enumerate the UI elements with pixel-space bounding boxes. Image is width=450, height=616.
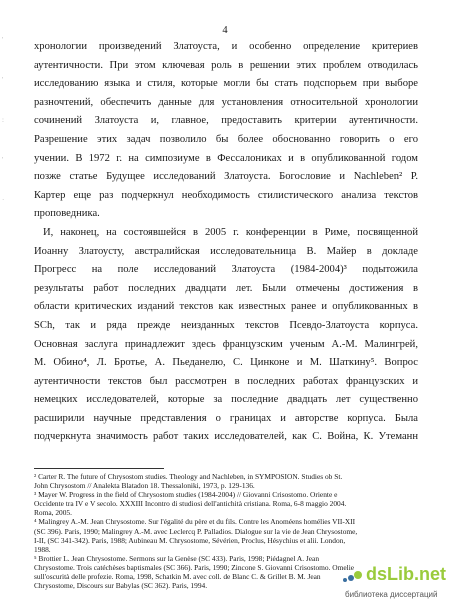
- body-line: SCh, так и ряда прежде неизданных текстов Псевдо-Златоуста корпуса.: [34, 319, 418, 331]
- margin-mark: ': [2, 36, 4, 44]
- body-line: М. Обино⁴, Л. Бротье, А. Пьеданелю, С. Цинконе и М. Шаткину⁵. Вопрос: [34, 357, 418, 369]
- dot-icon: [348, 575, 354, 581]
- margin-mark: ': [2, 156, 4, 164]
- logo-text: dsLib.net: [366, 564, 446, 584]
- body-line: Разрешение этих задач позволило бы более обоснованно говорить о его: [34, 133, 418, 145]
- footnote-line: John Chrysostom // Analekta Blatadon 18. Thessaloniki, 1973, p. 129-136.: [34, 481, 255, 491]
- body-line: исследованию языка и стиля, которые могли бы стать подспорьем при выборе: [34, 78, 418, 90]
- body-line: немецких исследователей, которые за последние двадцать лет существенно: [34, 394, 418, 406]
- margin-mark: ·: [2, 196, 5, 204]
- body-line: хронологии произведений Златоуста, и особенно определение критериев: [34, 41, 418, 52]
- body-line: И, наконец, на состоявшейся в 2005 г. конференции в Риме, посвященной: [43, 226, 418, 238]
- body-line: результаты работ последних двадцати лет. Были отмечены достижения в: [34, 282, 418, 294]
- body-line: аутентичности текстов был рассмотрен в последних работах французских и: [34, 375, 418, 387]
- body-line: Картер еще раз подчеркнул необходимость стилистического анализа текстов: [34, 189, 418, 201]
- footnote-line: 1988.: [34, 544, 51, 554]
- footnote-line: sull'oscurità delle profezie. Roma, 1998, Schatkin M. avec coll. de Blanc C. & Grillet B. M. Jean: [34, 572, 321, 582]
- page-number: 4: [222, 25, 228, 36]
- watermark-text: библиотека диссертаций: [345, 590, 438, 599]
- body-line: подчеркнута значимость работ таких исследователей, как С. Война, К. Утеманн: [34, 431, 418, 443]
- body-line: Основная заслуга принадлежит здесь французским ученым А.-М. Малингрей,: [34, 338, 418, 350]
- footnote-line: Roma, 2005.: [34, 508, 72, 518]
- footnote-line: Chrysostome. Trois catéchèses baptismales (SC 366). Paris, 1990; Zincone S. Giovanni Crisostomo. Omelie: [34, 562, 355, 572]
- body-line: аутентичности. При этом ключевая роль в решении этих проблем отводилась: [34, 59, 418, 71]
- body-line: позже статье Будущее исследований Златоуста. Богословие и Nachleben² Р.: [34, 171, 418, 183]
- margin-mark: ': [2, 76, 4, 84]
- body-line: Прогресс на поле исследований Златоуста (1984-2004)³ подытожила: [34, 264, 418, 276]
- body-text: [34, 38, 418, 447]
- footnote-line: ² Carter R. The future of Chrysostom studies. Theology and Nachleben, in SYMPOSION. Studies ob St.: [34, 472, 343, 481]
- footnote-divider: [34, 468, 164, 469]
- body-line: расширили научные представления о границах и авторстве корпуса. Была: [34, 412, 418, 424]
- footnote-line: (SC 396). Paris, 1990; Malingrey A.-M. avec Leclercq P. Palladios. Dialogue sur la vie de Jean Chrysostome,: [34, 526, 358, 536]
- dot-icon: [343, 578, 347, 582]
- footnote-line: ⁵ Brottier L. Jean Chrysostome. Sermons sur la Genèse (SC 433). Paris, 1998; Piédagnel A. Jean: [34, 553, 320, 563]
- body-line: разночтений, обеспечить данные для установления относительной хронологии: [34, 96, 418, 108]
- margin-mark: :: [2, 116, 4, 124]
- footnote-line: Chrysostome, Discours sur Babylas (SC 362). Paris, 1994.: [34, 581, 208, 591]
- body-line: учении. В 1972 г. на симпозиуме в Фессалониках и в опубликованной годом: [34, 152, 418, 164]
- footnote-line: Occidente tra IV e V secolo. XXXIII Incontro di studiosi dell'antichità cristiana. Roma, 6-8 maggio 2004.: [34, 499, 347, 509]
- footnote-line: ³ Mayer W. Progress in the field of Chrysostom studies (1984-2004) // Giovanni Crisostomo. Oriente e: [34, 490, 338, 500]
- footnote-line: ⁴ Malingrey A.-M. Jean Chrysostome. Sur l'égalité du père et du fils. Contre les Anoméens homélies VII-XII: [34, 517, 356, 527]
- body-line: проповедника.: [34, 208, 100, 220]
- footnote-line: I-II, (SC 341-342). Paris, 1988; Aubineau M. Chrysostome, Sévérien, Proclus, Hésychius et alii. London,: [34, 535, 346, 545]
- dslib-logo: [338, 560, 448, 586]
- dot-icon: [354, 571, 362, 579]
- body-line: Иоанну Златоусту, австралийская исследовательница В. Майер в докладе: [34, 245, 418, 257]
- body-line: области критических изданий текстов как известных ранее и опубликованных в: [34, 301, 418, 313]
- margin-marks: [2, 20, 12, 220]
- body-line: сочинений Златоуста и, главное, предоставить критерии аутентичности.: [34, 115, 418, 127]
